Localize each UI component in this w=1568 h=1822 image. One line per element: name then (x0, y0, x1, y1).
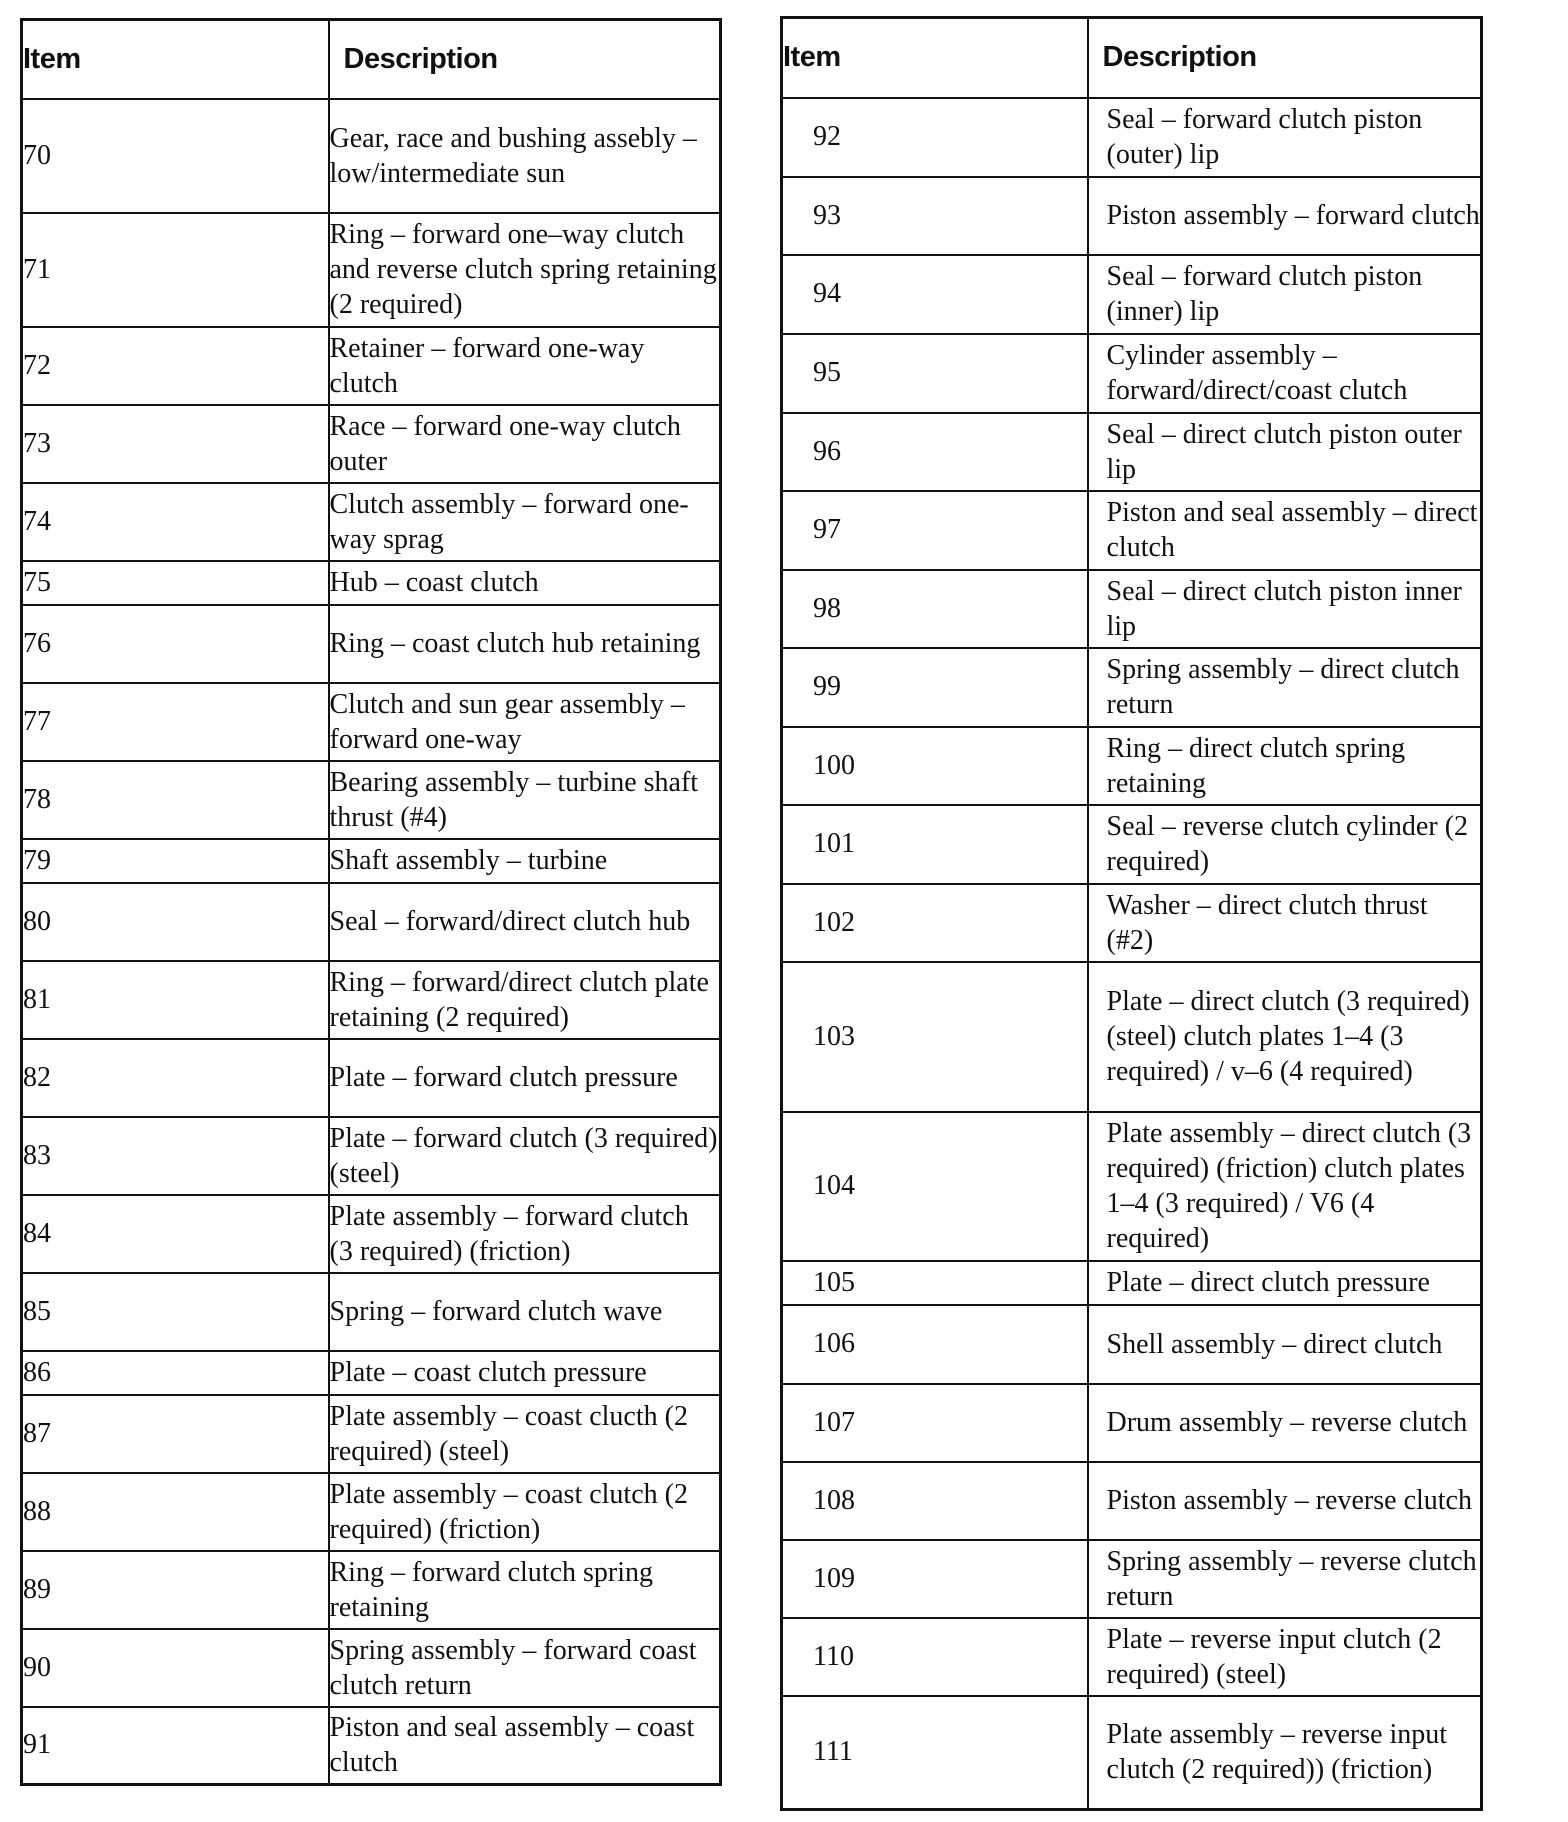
item-number: 77 (22, 683, 329, 761)
item-description: Plate – forward clutch pressure (329, 1039, 721, 1117)
table-row (22, 327, 721, 405)
item-description: Plate – forward clutch (3 required) (steel) (329, 1117, 721, 1195)
item-number: 74 (22, 483, 329, 561)
item-number: 82 (22, 1039, 329, 1117)
item-number: 71 (22, 213, 329, 327)
table-row (782, 1384, 1482, 1462)
item-number: 93 (782, 177, 1088, 255)
table-row (22, 1707, 721, 1785)
item-description: Clutch and sun gear assembly – forward one-way (329, 683, 721, 761)
table-row (782, 491, 1482, 570)
item-number: 110 (782, 1618, 1088, 1696)
item-number: 111 (782, 1696, 1088, 1810)
table-body (782, 98, 1482, 1810)
table-row (782, 413, 1482, 491)
item-number: 107 (782, 1384, 1088, 1462)
item-description: Seal – reverse clutch cylinder (2 required) (1088, 805, 1482, 884)
item-description: Shell assembly – direct clutch (1088, 1305, 1482, 1384)
item-number: 95 (782, 334, 1088, 413)
table-row (22, 1195, 721, 1273)
item-description: Drum assembly – reverse clutch (1088, 1384, 1482, 1462)
item-number: 76 (22, 605, 329, 683)
item-description: Ring – forward/direct clutch plate retaining (2 required) (329, 961, 721, 1039)
item-description: Plate – coast clutch pressure (329, 1351, 721, 1395)
item-description: Ring – forward one–way clutch and reverse clutch spring retaining (2 required) (329, 213, 721, 327)
item-description: Plate – direct clutch pressure (1088, 1261, 1482, 1305)
item-number: 89 (22, 1551, 329, 1629)
item-description: Gear, race and bushing assebly – low/intermediate sun (329, 99, 721, 213)
item-description: Shaft assembly – turbine (329, 839, 721, 883)
item-description: Ring – forward clutch spring retaining (329, 1551, 721, 1629)
item-description: Piston and seal assembly – coast clutch (329, 1707, 721, 1785)
item-description: Seal – forward clutch piston (outer) lip (1088, 98, 1482, 177)
table-row (782, 727, 1482, 805)
item-number: 84 (22, 1195, 329, 1273)
header-row (782, 18, 1482, 98)
item-number: 79 (22, 839, 329, 883)
table-row (782, 1462, 1482, 1540)
item-description: Plate assembly – direct clutch (3 required) (friction) clutch plates 1–4 (3 required) / V6 (4 required) (1088, 1112, 1482, 1261)
table-row (22, 761, 721, 839)
table-row (22, 605, 721, 683)
item-column-header: Item (782, 18, 1088, 98)
table-row (22, 1473, 721, 1551)
item-description: Ring – coast clutch hub retaining (329, 605, 721, 683)
item-description: Hub – coast clutch (329, 561, 721, 605)
table-row (782, 98, 1482, 177)
table-row (22, 1351, 721, 1395)
table-row (782, 1618, 1482, 1696)
item-description: Seal – forward/direct clutch hub (329, 883, 721, 961)
item-number: 103 (782, 962, 1088, 1112)
table-row (22, 1551, 721, 1629)
table-row (782, 962, 1482, 1112)
item-number: 86 (22, 1351, 329, 1395)
item-number: 104 (782, 1112, 1088, 1261)
item-number: 90 (22, 1629, 329, 1707)
table-row (22, 961, 721, 1039)
item-description: Piston assembly – forward clutch (1088, 177, 1482, 255)
table-row (782, 570, 1482, 648)
item-number: 70 (22, 99, 329, 213)
table-row (782, 177, 1482, 255)
item-description: Plate – reverse input clutch (2 required) (steel) (1088, 1618, 1482, 1696)
table-row (22, 213, 721, 327)
parts-table-right (780, 16, 1483, 1811)
item-number: 91 (22, 1707, 329, 1785)
item-description: Spring assembly – reverse clutch return (1088, 1540, 1482, 1618)
item-number: 109 (782, 1540, 1088, 1618)
item-number: 98 (782, 570, 1088, 648)
table-row (22, 405, 721, 483)
item-number: 105 (782, 1261, 1088, 1305)
item-number: 85 (22, 1273, 329, 1351)
table-row (782, 334, 1482, 413)
table-row (782, 255, 1482, 334)
item-number: 83 (22, 1117, 329, 1195)
table-row (782, 1696, 1482, 1810)
table-row (22, 483, 721, 561)
table-row (782, 1112, 1482, 1261)
item-description: Plate assembly – coast clutch (2 required) (friction) (329, 1473, 721, 1551)
table-row (22, 1629, 721, 1707)
item-description: Spring assembly – forward coast clutch return (329, 1629, 721, 1707)
table-row (22, 1039, 721, 1117)
item-description: Race – forward one-way clutch outer (329, 405, 721, 483)
item-description: Retainer – forward one-way clutch (329, 327, 721, 405)
table-row (782, 805, 1482, 884)
table-row (22, 1273, 721, 1351)
item-description: Plate assembly – coast clucth (2 required) (steel) (329, 1395, 721, 1473)
table-row (782, 648, 1482, 727)
item-description: Spring assembly – direct clutch return (1088, 648, 1482, 727)
table-row (782, 1305, 1482, 1384)
item-number: 96 (782, 413, 1088, 491)
table-row (22, 99, 721, 213)
table-row (22, 1117, 721, 1195)
item-description: Seal – direct clutch piston outer lip (1088, 413, 1482, 491)
item-description: Seal – direct clutch piston inner lip (1088, 570, 1482, 648)
item-description: Plate assembly – reverse input clutch (2 required)) (friction) (1088, 1696, 1482, 1810)
item-number: 101 (782, 805, 1088, 884)
item-number: 92 (782, 98, 1088, 177)
table-row (782, 1261, 1482, 1305)
header-row (22, 20, 721, 99)
description-column-header: Description (1088, 18, 1482, 98)
description-column-header: Description (329, 20, 721, 99)
item-description: Ring – direct clutch spring retaining (1088, 727, 1482, 805)
item-description: Cylinder assembly – forward/direct/coast clutch (1088, 334, 1482, 413)
table-row (22, 883, 721, 961)
item-description: Clutch assembly – forward one-way sprag (329, 483, 721, 561)
item-number: 78 (22, 761, 329, 839)
table-row (782, 884, 1482, 962)
item-number: 97 (782, 491, 1088, 570)
table-row (22, 561, 721, 605)
table-row (22, 839, 721, 883)
item-column-header: Item (22, 20, 329, 99)
item-number: 81 (22, 961, 329, 1039)
table-row (22, 1395, 721, 1473)
item-description: Spring – forward clutch wave (329, 1273, 721, 1351)
item-number: 106 (782, 1305, 1088, 1384)
table-row (22, 683, 721, 761)
item-number: 75 (22, 561, 329, 605)
item-number: 100 (782, 727, 1088, 805)
table-row (782, 1540, 1482, 1618)
item-number: 102 (782, 884, 1088, 962)
item-description: Piston and seal assembly – direct clutch (1088, 491, 1482, 570)
item-number: 88 (22, 1473, 329, 1551)
item-number: 99 (782, 648, 1088, 727)
item-number: 73 (22, 405, 329, 483)
item-description: Bearing assembly – turbine shaft thrust (#4) (329, 761, 721, 839)
parts-table-left (20, 18, 722, 1786)
item-description: Washer – direct clutch thrust (#2) (1088, 884, 1482, 962)
item-description: Seal – forward clutch piston (inner) lip (1088, 255, 1482, 334)
item-description: Plate – direct clutch (3 required) (steel) clutch plates 1–4 (3 required) / v–6 (4 required) (1088, 962, 1482, 1112)
item-number: 72 (22, 327, 329, 405)
item-number: 108 (782, 1462, 1088, 1540)
item-number: 87 (22, 1395, 329, 1473)
table-body (22, 99, 721, 1785)
item-number: 94 (782, 255, 1088, 334)
item-description: Plate assembly – forward clutch (3 required) (friction) (329, 1195, 721, 1273)
item-description: Piston assembly – reverse clutch (1088, 1462, 1482, 1540)
item-number: 80 (22, 883, 329, 961)
